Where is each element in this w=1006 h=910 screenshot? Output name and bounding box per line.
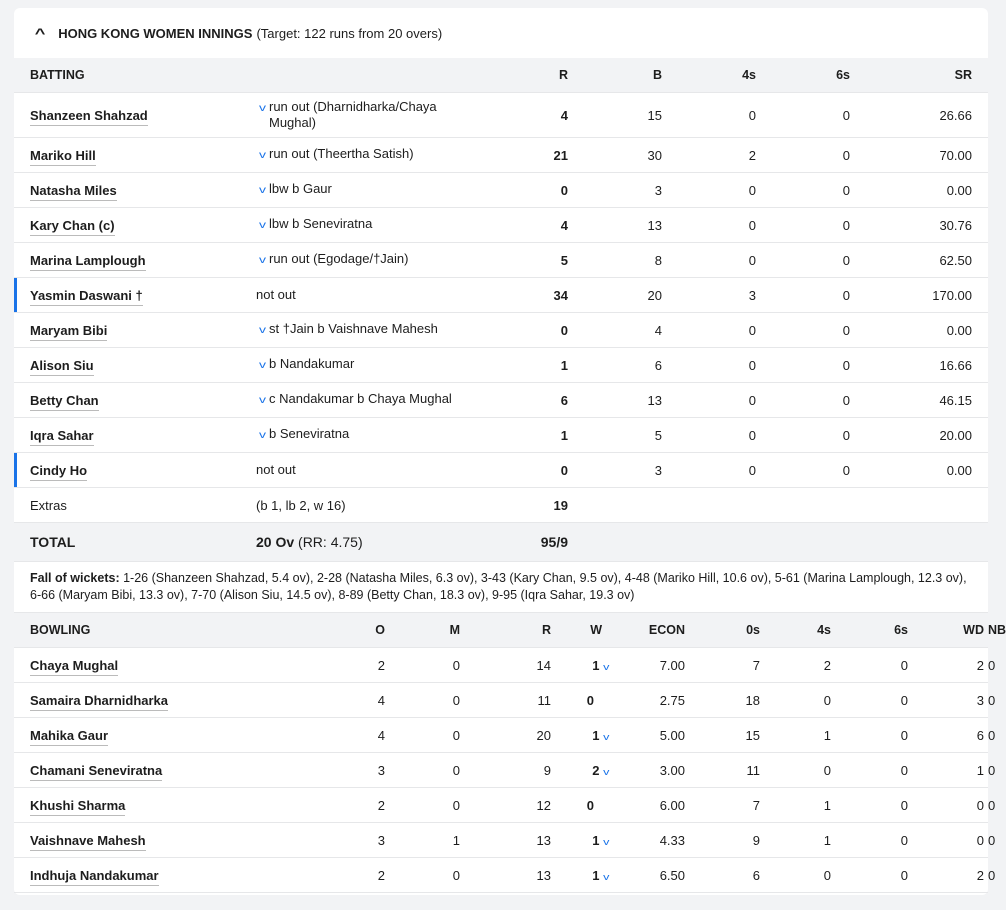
dismissal[interactable] <box>256 251 480 269</box>
economy: 6.50 <box>612 858 689 893</box>
batting-table <box>14 58 988 562</box>
wickets-value: 0 <box>586 692 594 708</box>
bowler-row: Khushi Sharma 2 0 12 0 6.00 7 1 0 0 0 <box>14 788 988 823</box>
chevron-down-icon[interactable]: v <box>259 103 266 114</box>
scorecard-card <box>14 8 1006 895</box>
runs-conceded: 13 <box>464 858 555 893</box>
sixes: 0 <box>760 278 854 313</box>
runs: 21 <box>484 138 572 173</box>
chevron-down-icon[interactable]: v <box>259 325 266 336</box>
maidens: 0 <box>389 788 464 823</box>
sixes: 0 <box>760 453 854 488</box>
wickets[interactable] <box>555 718 612 753</box>
col-r: R <box>484 58 572 93</box>
batter-row <box>14 173 988 208</box>
chevron-down-icon[interactable]: v <box>259 185 266 196</box>
economy: 4.33 <box>612 823 689 858</box>
fours: 0 <box>666 208 760 243</box>
dismissal[interactable] <box>256 426 480 444</box>
fow-text: 1-26 (Shanzeen Shahzad, 5.4 ov), 2-28 (Natasha Miles, 6.3 ov), 3-43 (Kary Chan, 9.5 ov), 4-48 (Mariko Hill, 10.6 ov), 5-61 (Marina Lamplough, 12.3 ov), 6-66 (Maryam Bibi, 13.3 ov), 7-70 (Alison Siu, 14.5 ov), 8-89 (Betty Chan, 18.3 ov), 9-95 (Iqra Sahar, 19.3 ov) <box>30 571 967 602</box>
chevron-down-icon[interactable]: v <box>602 766 609 777</box>
dismissal[interactable] <box>256 181 480 199</box>
bowling-col-o: O <box>315 613 389 648</box>
chevron-down-icon[interactable]: v <box>259 255 266 266</box>
bowling-col-r: R <box>464 613 555 648</box>
sixes: 0 <box>760 208 854 243</box>
total-run-rate: (RR: 4.75) <box>298 534 363 550</box>
strike-rate: 0.00 <box>854 453 988 488</box>
wides: 0 <box>912 788 988 823</box>
balls: 30 <box>572 138 666 173</box>
runs: 1 <box>484 418 572 453</box>
dismissal <box>256 462 480 478</box>
batter-name[interactable]: Natasha Miles <box>30 183 117 201</box>
strike-rate: 20.00 <box>854 418 988 453</box>
overs: 2 <box>315 788 389 823</box>
bowler-name[interactable]: Indhuja Nandakumar <box>30 868 159 886</box>
dismissal-text: b Nandakumar <box>269 356 355 371</box>
strike-rate: 30.76 <box>854 208 988 243</box>
wides: 2 <box>912 648 988 683</box>
bowling-col-4s: 4s <box>764 613 835 648</box>
wickets-value: 1 <box>592 867 600 883</box>
economy: 7.00 <box>612 648 689 683</box>
batter-row <box>14 278 988 313</box>
dismissal-text: run out (Egodage/†Jain) <box>269 251 409 266</box>
runs: 1 <box>484 348 572 383</box>
sixes: 0 <box>760 93 854 138</box>
wides: 1 <box>912 753 988 788</box>
wickets[interactable] <box>555 823 612 858</box>
runs-conceded: 13 <box>464 823 555 858</box>
runs-conceded: 9 <box>464 753 555 788</box>
bowler-name[interactable]: Khushi Sharma <box>30 798 125 816</box>
wides: 3 <box>912 683 988 718</box>
bowling-col-6s: 6s <box>835 613 912 648</box>
col-4s: 4s <box>666 58 760 93</box>
batter-row <box>14 243 988 278</box>
overs: 2 <box>315 858 389 893</box>
innings-title: HONG KONG WOMEN INNINGS <box>58 25 253 41</box>
wickets[interactable] <box>555 858 612 893</box>
fours: 0 <box>764 683 835 718</box>
runs-conceded: 12 <box>464 788 555 823</box>
wides: 0 <box>912 823 988 858</box>
strike-rate: 46.15 <box>854 383 988 418</box>
fours: 0 <box>666 243 760 278</box>
batter-name[interactable]: Kary Chan (c) <box>30 218 115 236</box>
strike-rate: 62.50 <box>854 243 988 278</box>
dot-balls: 18 <box>689 683 764 718</box>
sixes: 0 <box>760 313 854 348</box>
economy: 2.75 <box>612 683 689 718</box>
fall-of-wickets <box>14 562 988 613</box>
fours: 0 <box>666 173 760 208</box>
strike-rate: 0.00 <box>854 173 988 208</box>
bowler-row: Samaira Dharnidharka 4 0 11 0 2.75 18 0 0 3 0 <box>14 683 988 718</box>
chevron-down-icon[interactable]: v <box>259 220 266 231</box>
sixes: 0 <box>835 753 912 788</box>
sixes: 0 <box>835 823 912 858</box>
col-sr: SR <box>854 58 988 93</box>
dismissal[interactable] <box>256 99 480 131</box>
fours: 0 <box>666 348 760 383</box>
dismissal-text: not out <box>256 287 296 302</box>
dismissal[interactable] <box>256 321 480 339</box>
dismissal[interactable] <box>256 146 480 164</box>
strike-rate: 26.66 <box>854 93 988 138</box>
chevron-down-icon[interactable]: v <box>259 150 266 161</box>
runs: 0 <box>484 313 572 348</box>
bowler-name[interactable]: Vaishnave Mahesh <box>30 833 146 851</box>
sixes: 0 <box>760 383 854 418</box>
chevron-up-icon[interactable]: ^ <box>34 25 46 41</box>
fours: 2 <box>666 138 760 173</box>
dismissal-text: lbw b Seneviratna <box>269 216 373 231</box>
bowling-col-0s: 0s <box>689 613 764 648</box>
maidens: 0 <box>389 858 464 893</box>
total-label: TOTAL <box>14 523 256 562</box>
maidens: 1 <box>389 823 464 858</box>
dot-balls: 7 <box>689 648 764 683</box>
fours: 2 <box>764 648 835 683</box>
balls: 6 <box>572 348 666 383</box>
batter-row <box>14 383 988 418</box>
bowler-row: Vaishnave Mahesh 3 1 13 1 v 4.33 9 1 0 0 0 <box>14 823 988 858</box>
wides: 2 <box>912 858 988 893</box>
bowler-row: Mahika Gaur 4 0 20 1 v 5.00 15 1 0 6 0 <box>14 718 988 753</box>
balls: 20 <box>572 278 666 313</box>
chevron-down-icon[interactable]: v <box>602 836 609 847</box>
runs-conceded: 20 <box>464 718 555 753</box>
bowling-col-econ: ECON <box>612 613 689 648</box>
runs: 0 <box>484 453 572 488</box>
bowling-col-m: M <box>389 613 464 648</box>
dismissal-text: lbw b Gaur <box>269 181 332 196</box>
fours: 3 <box>666 278 760 313</box>
runs: 0 <box>484 173 572 208</box>
dismissal-text: run out (Dharnidharka/Chaya Mughal) <box>269 99 437 130</box>
balls: 15 <box>572 93 666 138</box>
overs: 4 <box>315 718 389 753</box>
balls: 8 <box>572 243 666 278</box>
fours: 0 <box>764 858 835 893</box>
strike-rate: 170.00 <box>854 278 988 313</box>
col-b: B <box>572 58 666 93</box>
balls: 3 <box>572 453 666 488</box>
batter-name[interactable]: Betty Chan <box>30 393 99 411</box>
batter-name[interactable]: Cindy Ho <box>30 463 87 481</box>
dot-balls: 9 <box>689 823 764 858</box>
fow-label: Fall of wickets: <box>30 571 120 585</box>
overs: 4 <box>315 683 389 718</box>
wickets-value: 1 <box>592 727 600 743</box>
bowler-row: Chamani Seneviratna 3 0 9 2 v 3.00 11 0 0 1 0 <box>14 753 988 788</box>
strike-rate: 70.00 <box>854 138 988 173</box>
dismissal[interactable] <box>256 216 480 234</box>
fours: 0 <box>764 753 835 788</box>
bowler-name[interactable]: Mahika Gaur <box>30 728 108 746</box>
fours: 1 <box>764 788 835 823</box>
fours: 1 <box>764 823 835 858</box>
overs: 3 <box>315 823 389 858</box>
balls: 13 <box>572 208 666 243</box>
runs-conceded: 14 <box>464 648 555 683</box>
batting-header: BATTING <box>14 58 484 93</box>
bowler-row: Chaya Mughal 2 0 14 1 v 7.00 7 2 0 2 0 <box>14 648 988 683</box>
overs: 2 <box>315 648 389 683</box>
batter-name[interactable]: Marina Lamplough <box>30 253 146 271</box>
dismissal-text: run out (Theertha Satish) <box>269 146 414 161</box>
dismissal-text: st †Jain b Vaishnave Mahesh <box>269 321 438 336</box>
extras-row <box>14 488 988 523</box>
fours: 1 <box>764 718 835 753</box>
overs: 3 <box>315 753 389 788</box>
wickets <box>555 788 612 823</box>
fours: 0 <box>666 93 760 138</box>
bowling-table: BOWLING O M R W ECON 0s 4s 6s WD NB Chaya Mughal 2 0 14 1 v 7.00 7 2 0 2 0 Samaira Dharnidharka 4 0 11 0 2.75 18 0 0 3 0 Mahika Gaur 4 0 20 1 v 5.00 15 1 0 6 0 Chamani Seneviratna 3 0 9 2 v 3.00 11 0 0 1 0 Khushi Sharma 2 0 12 0 6.00 7 1 0 0 0 Vaishnave Mahesh 3 1 13 1 v 4.33 9 1 0 0 0 Indhuja Nandakumar 2 0 13 1 v 6.50 6 0 0 2 0 <box>14 613 988 893</box>
bowler-name[interactable]: Chaya Mughal <box>30 658 118 676</box>
total-row <box>14 523 988 562</box>
bowler-name[interactable]: Samaira Dharnidharka <box>30 693 168 711</box>
innings-header[interactable] <box>14 8 988 58</box>
chevron-down-icon[interactable]: v <box>259 395 266 406</box>
col-6s: 6s <box>760 58 854 93</box>
batter-name[interactable]: Yasmin Daswani † <box>30 288 143 306</box>
dot-balls: 6 <box>689 858 764 893</box>
chevron-down-icon[interactable]: v <box>602 731 609 742</box>
dot-balls: 11 <box>689 753 764 788</box>
strike-rate: 16.66 <box>854 348 988 383</box>
total-score: 95/9 <box>484 523 572 562</box>
balls: 4 <box>572 313 666 348</box>
batter-name[interactable]: Mariko Hill <box>30 148 96 166</box>
sixes: 0 <box>760 138 854 173</box>
innings-target: (Target: 122 runs from 20 overs) <box>256 25 443 41</box>
bowling-col-bowling: BOWLING <box>14 613 315 648</box>
strike-rate: 0.00 <box>854 313 988 348</box>
runs: 6 <box>484 383 572 418</box>
fours: 0 <box>666 383 760 418</box>
sixes: 0 <box>835 858 912 893</box>
chevron-down-icon[interactable]: v <box>602 661 609 672</box>
runs-conceded: 11 <box>464 683 555 718</box>
batter-name[interactable]: Shanzeen Shahzad <box>30 108 148 126</box>
bowler-row: Indhuja Nandakumar 2 0 13 1 v 6.50 6 0 0 2 0 <box>14 858 988 893</box>
runs: 5 <box>484 243 572 278</box>
fours: 0 <box>666 453 760 488</box>
sixes: 0 <box>760 173 854 208</box>
extras-label: Extras <box>14 488 256 523</box>
maidens: 0 <box>389 718 464 753</box>
bowling-col-w: W <box>555 613 612 648</box>
economy: 5.00 <box>612 718 689 753</box>
wickets[interactable] <box>555 648 612 683</box>
chevron-down-icon[interactable]: v <box>602 871 609 882</box>
chevron-down-icon[interactable]: v <box>259 430 266 441</box>
wides: 6 <box>912 718 988 753</box>
batter-row <box>14 418 988 453</box>
batter-row <box>14 313 988 348</box>
maidens: 0 <box>389 683 464 718</box>
total-overs <box>256 523 484 562</box>
fours: 0 <box>666 313 760 348</box>
dot-balls: 7 <box>689 788 764 823</box>
runs: 4 <box>484 93 572 138</box>
dismissal-text: not out <box>256 462 296 477</box>
economy: 6.00 <box>612 788 689 823</box>
extras-value: 19 <box>484 488 572 523</box>
wickets-value: 1 <box>592 657 600 673</box>
sixes: 0 <box>835 788 912 823</box>
dismissal[interactable] <box>256 356 480 374</box>
batter-name[interactable]: Alison Siu <box>30 358 94 376</box>
total-overs-value: 20 Ov <box>256 534 295 550</box>
sixes: 0 <box>835 718 912 753</box>
batter-name[interactable]: Maryam Bibi <box>30 323 107 341</box>
wickets <box>555 683 612 718</box>
wickets[interactable] <box>555 753 612 788</box>
sixes: 0 <box>835 683 912 718</box>
batter-row <box>14 208 988 243</box>
sixes: 0 <box>835 648 912 683</box>
economy: 3.00 <box>612 753 689 788</box>
balls: 5 <box>572 418 666 453</box>
dot-balls: 15 <box>689 718 764 753</box>
batter-row <box>14 138 988 173</box>
maidens: 0 <box>389 648 464 683</box>
dismissal-text: c Nandakumar b Chaya Mughal <box>269 391 452 406</box>
chevron-down-icon[interactable]: v <box>259 360 266 371</box>
wickets-value: 1 <box>592 832 600 848</box>
bowler-name[interactable]: Chamani Seneviratna <box>30 763 162 781</box>
sixes: 0 <box>760 348 854 383</box>
balls: 3 <box>572 173 666 208</box>
wickets-value: 0 <box>586 797 594 813</box>
wickets-value: 2 <box>592 762 600 778</box>
maidens: 0 <box>389 753 464 788</box>
batter-row <box>14 93 988 138</box>
sixes: 0 <box>760 418 854 453</box>
runs: 34 <box>484 278 572 313</box>
sixes: 0 <box>760 243 854 278</box>
balls: 13 <box>572 383 666 418</box>
batter-name[interactable]: Iqra Sahar <box>30 428 94 446</box>
extras-detail: (b 1, lb 2, w 16) <box>256 488 484 523</box>
bowling-col-wd: WD <box>912 613 988 648</box>
dismissal-text: b Seneviratna <box>269 426 350 441</box>
runs: 4 <box>484 208 572 243</box>
dismissal[interactable] <box>256 391 480 409</box>
batter-row <box>14 453 988 488</box>
batter-row <box>14 348 988 383</box>
fours: 0 <box>666 418 760 453</box>
dismissal <box>256 287 480 303</box>
